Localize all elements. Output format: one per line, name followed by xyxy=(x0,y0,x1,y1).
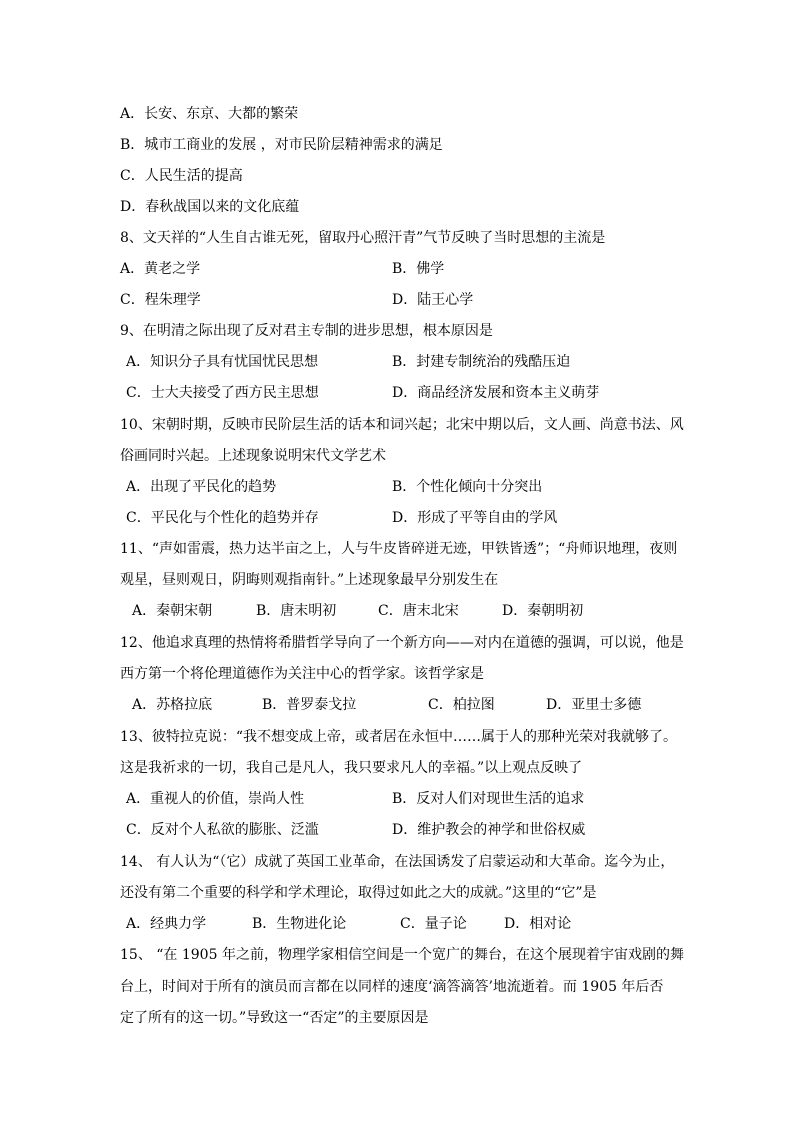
q13-stem-line-1: 13、彼特拉克说：“我不想变成上帝，或者居在永恒中……属于人的那种光荣对我就够了。 xyxy=(120,729,677,745)
q15-stem-line-2: 台上，时间对于所有的演员而言都在以同样的速度‘滴答滴答’地流逝着。而 1905 年后否 xyxy=(120,979,664,995)
q7-option-c: C．人民生活的提高 xyxy=(120,168,243,184)
q8-option-b: B．佛学 xyxy=(392,261,445,277)
q9-option-b: B．封建专制统治的残酷压迫 xyxy=(392,354,571,370)
q13-option-b: B．反对人们对现世生活的追求 xyxy=(392,791,585,807)
q7-option-d: D．春秋战国以来的文化底蕴 xyxy=(120,199,300,215)
q9-option-c: C．士大夫接受了西方民主思想 xyxy=(126,385,319,401)
q14-option-d: D．相对论 xyxy=(504,916,572,932)
q7-option-b: B．城市工商业的发展 ，对市民阶层精神需求的满足 xyxy=(120,137,443,153)
q10-option-c: C．平民化与个性化的趋势并存 xyxy=(126,510,319,526)
q9-option-a: A．知识分子具有忧国忧民思想 xyxy=(126,354,319,370)
q8-option-a: A．黄老之学 xyxy=(120,261,201,277)
q10-option-a: A．出现了平民化的趋势 xyxy=(126,479,277,495)
q11-stem-line-2: 观星，昼则观日，阴晦则观指南针。”上述现象最早分别发生在 xyxy=(120,572,499,588)
q9-stem: 9、在明清之际出现了反对君主专制的进步思想，根本原因是 xyxy=(120,323,493,339)
q12-stem-line-1: 12、他追求真理的热情将希腊哲学导向了一个新方向——对内在道德的强调，可以说，他是 xyxy=(120,635,684,651)
q11-stem-line-1: 11、“声如雷震，热力达半亩之上，人与牛皮皆碎迸无迹，甲铁皆透”；“舟师识地理，夜则 xyxy=(120,541,678,557)
q12-option-d: D．亚里士多德 xyxy=(546,697,642,713)
q14-stem-line-1: 14、 有人认为“（它）成就了英国工业革命，在法国诱发了启蒙运动和大革命。迄今为止， xyxy=(120,854,675,870)
q10-stem-line-2: 俗画同时兴起。上述现象说明宋代文学艺术 xyxy=(120,448,386,464)
q12-option-b: B．普罗泰戈拉 xyxy=(262,697,357,713)
q13-option-a: A．重视人的价值，崇尚人性 xyxy=(126,791,305,807)
q8-stem: 8、文天祥的“人生自古谁无死，留取丹心照汗青”气节反映了当时思想的主流是 xyxy=(120,230,606,246)
q10-stem-line-1: 10、宋朝时期，反映市民阶层生活的话本和词兴起；北宋中期以后，文人画、尚意书法、风 xyxy=(120,417,684,433)
q13-option-d: D．维护教会的神学和世俗权威 xyxy=(392,822,586,838)
q14-option-c: C．量子论 xyxy=(400,916,467,932)
q9-option-d: D．商品经济发展和资本主义萌芽 xyxy=(392,385,600,401)
q14-option-a: A．经典力学 xyxy=(126,916,207,932)
q13-stem-line-2: 这是我祈求的一切，我自己是凡人，我只要求凡人的幸福。”以上观点反映了 xyxy=(120,760,583,776)
q15-stem-line-3: 定了所有的这一切。”导致这一“否定”的主要原因是 xyxy=(120,1010,429,1026)
q11-option-c: C．唐末北宋 xyxy=(378,603,459,619)
q8-option-d: D．陆王心学 xyxy=(392,292,474,308)
q12-stem-line-2: 西方第一个将伦理道德作为关注中心的哲学家。该哲学家是 xyxy=(120,666,484,682)
q14-stem-line-2: 还没有第二个重要的科学和学术理论，取得过如此之大的成就。”这里的“它”是 xyxy=(120,885,597,901)
q14-option-b: B．生物进化论 xyxy=(252,916,347,932)
q13-option-c: C．反对个人私欲的膨胀、泛滥 xyxy=(126,822,319,838)
q7-option-a: A．长安、东京、大都的繁荣 xyxy=(120,106,299,122)
q15-stem-line-1: 15、 “在 1905 年之前，物理学家相信空间是一个宽广的舞台，在这个展现着宇宙戏剧的舞 xyxy=(120,947,684,963)
q11-option-d: D．秦朝明初 xyxy=(502,603,584,619)
q8-option-c: C．程朱理学 xyxy=(120,292,201,308)
q11-option-b: B．唐末明初 xyxy=(256,603,337,619)
q10-option-d: D．形成了平等自由的学风 xyxy=(392,510,558,526)
q10-option-b: B．个性化倾向十分突出 xyxy=(392,479,543,495)
q12-option-c: C．柏拉图 xyxy=(428,697,495,713)
q11-option-a: A．秦朝宋朝 xyxy=(132,603,213,619)
q12-option-a: A．苏格拉底 xyxy=(132,697,213,713)
